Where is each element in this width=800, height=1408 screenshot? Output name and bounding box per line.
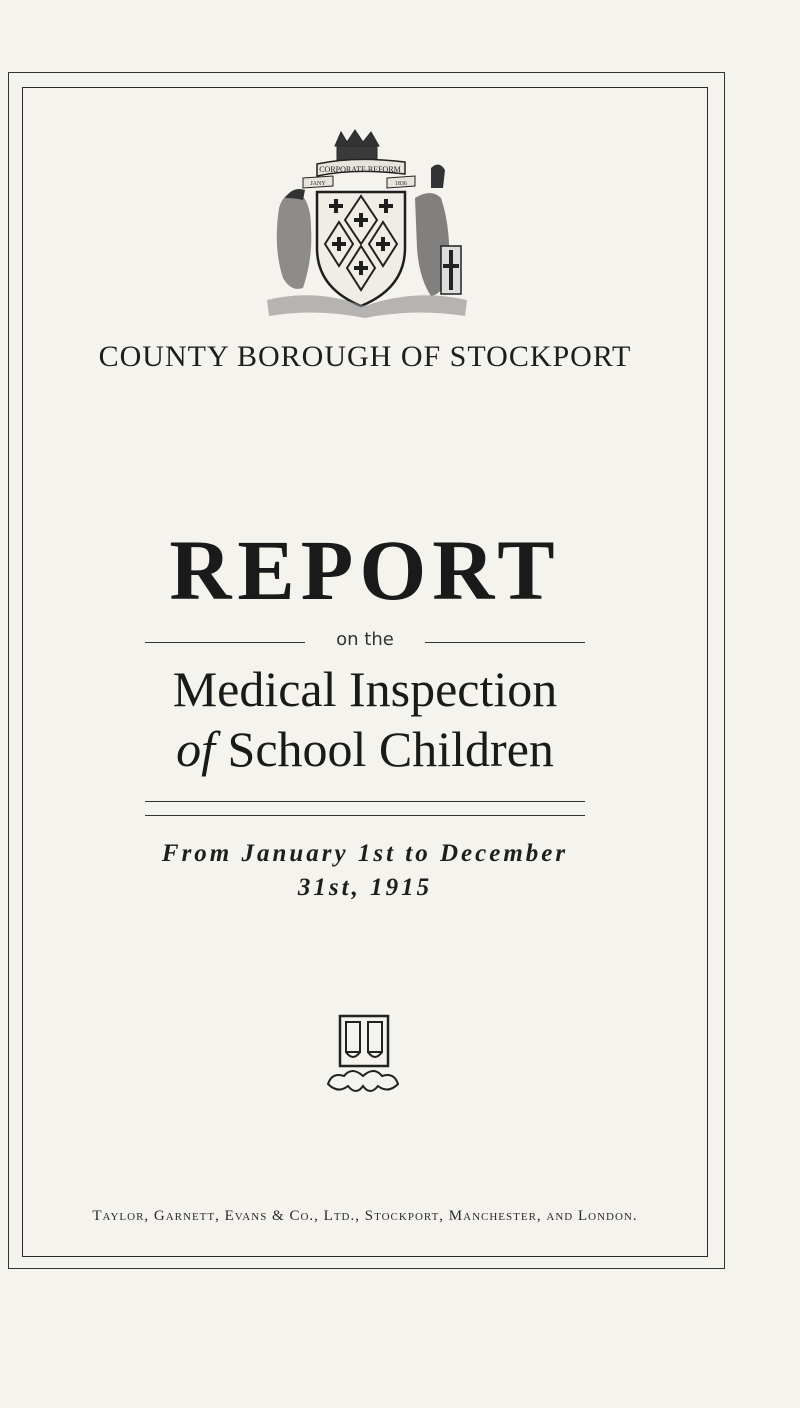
subject-line-1: Medical Inspection <box>172 661 558 717</box>
subject-line-2 <box>22 720 708 778</box>
coat-of-arms-crest <box>255 128 475 328</box>
printer-imprint: Taylor, Garnett, Evans & Co., Ltd., Stockport, Manchester, and London. <box>92 1208 638 1224</box>
borough-title: COUNTY BOROUGH OF STOCKPORT <box>98 340 632 373</box>
crest-motto-text: CORPORATE REFORM <box>319 165 401 174</box>
on-the-divider <box>145 629 585 655</box>
double-rule-top <box>145 801 585 802</box>
double-rule-bottom <box>145 815 585 816</box>
subject-of-italic: of <box>176 721 216 777</box>
divider-rule-right <box>425 642 585 643</box>
printers-ornament-icon <box>322 1012 404 1098</box>
crest-date-right: 1836 <box>395 181 407 187</box>
date-range-line-2: 31st, 1915 <box>297 874 433 901</box>
report-title: REPORT <box>169 522 561 618</box>
on-the-text: on the <box>336 629 394 650</box>
subject-school-children: School Children <box>215 721 554 777</box>
crest-date-left: JANY <box>310 181 326 187</box>
date-range-line-1: From January 1st to December <box>161 840 569 867</box>
